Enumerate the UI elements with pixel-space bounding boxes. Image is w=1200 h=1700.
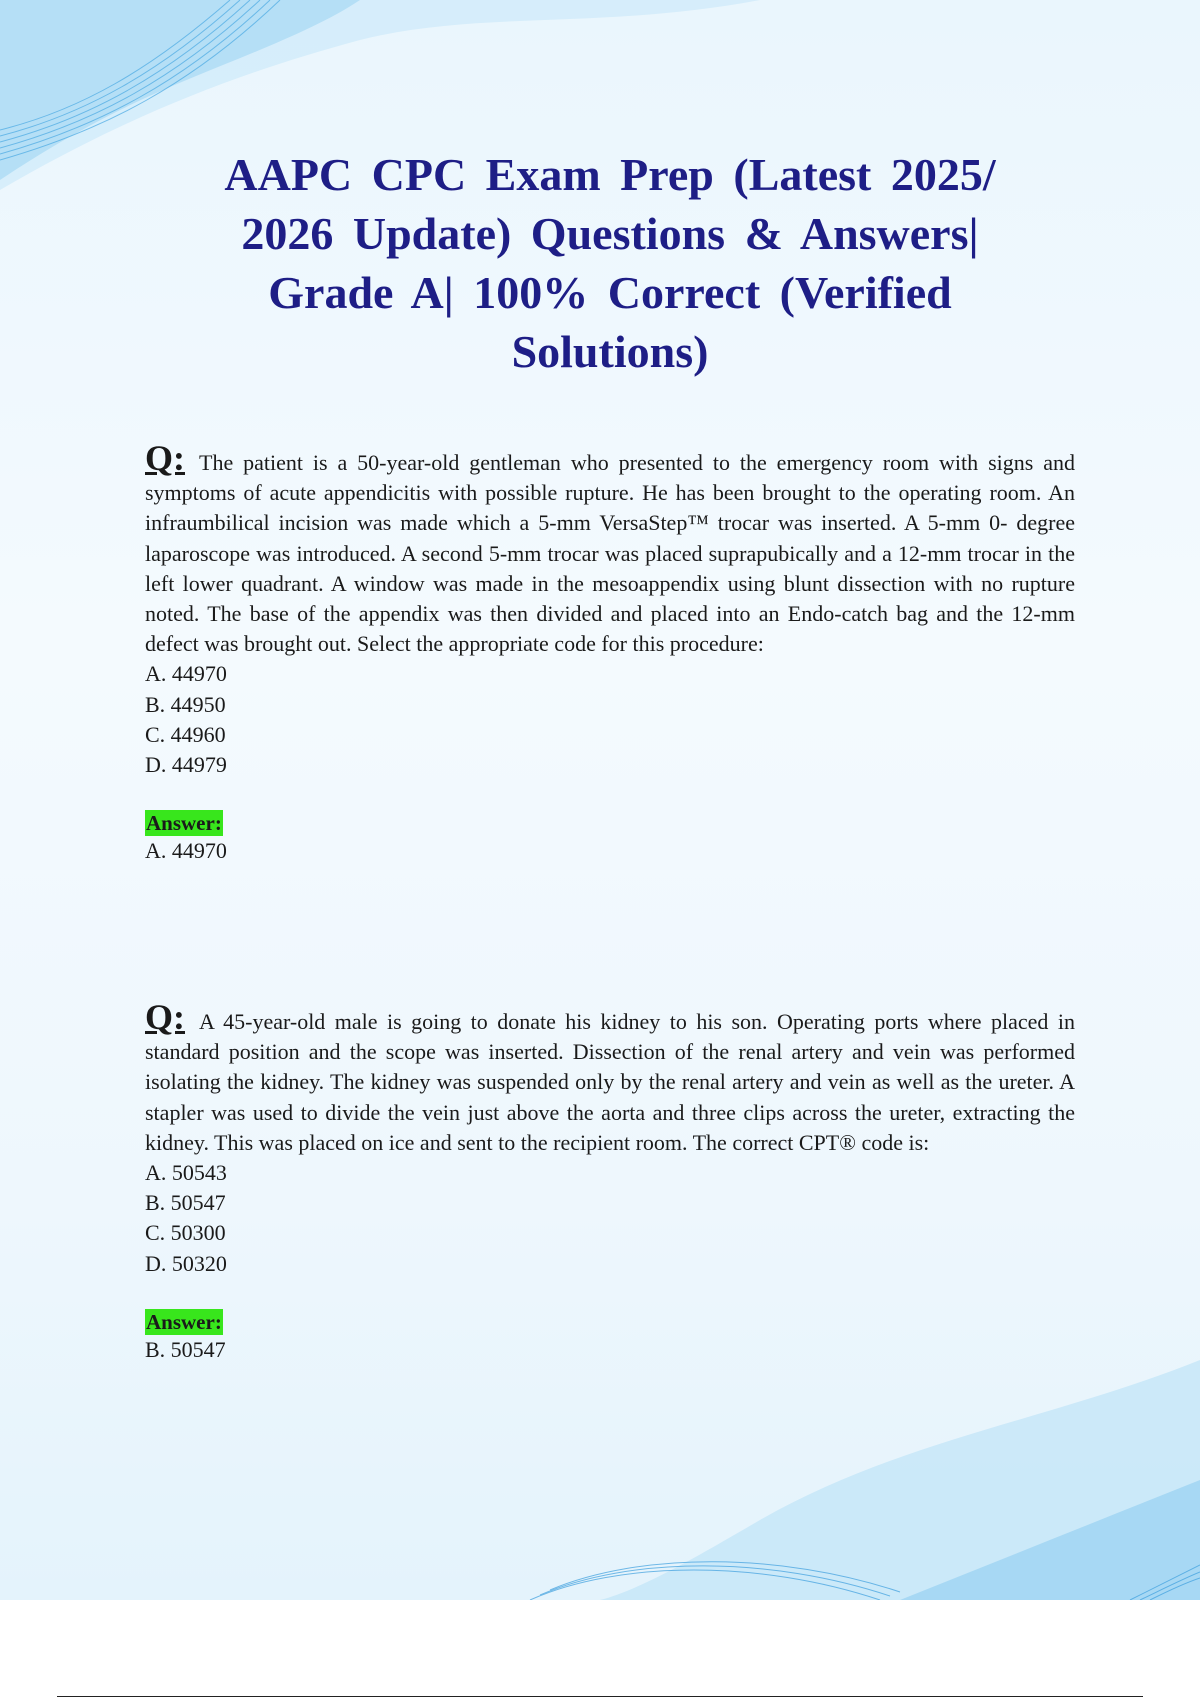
question-text: The patient is a 50-year-old gentleman who presented to the emergency room with signs and symptoms of acute appendicitis with possible rupture. He has been brought to the operating room. An infraumbilical incision was made which a 5-mm VersaStep™ trocar was inserted. A 5-mm 0- degree laparoscope was introduced. A second 5-mm trocar was placed suprapubically and a 12-mm trocar in the left lower quadrant. A window was made in the mesoappendix using blunt dissection with no rupture noted. The base of the appendix was then divided and placed into an Endo-catch bag and the 12-mm defect was brought out. Select the appropriate code for this procedure:: [145, 450, 1075, 657]
answer-value: A. 44970: [145, 838, 227, 864]
question-text: A 45-year-old male is going to donate his kidney to his son. Operating ports where placed in standard position and the scope was inserted. Dissection of the renal artery and vein was performed isolating the kidney. The kidney was suspended only by the renal artery and vein as well as the ureter. A stapler was used to divide the vein just above the aorta and three clips across the ureter, extracting the kidney. This was placed on ice and sent to the recipient room. The correct CPT® code is:: [145, 1009, 1075, 1155]
answer-label: Answer:: [146, 1309, 222, 1334]
question-block-2: [145, 997, 1075, 1365]
option-item: D. 50320: [145, 1250, 227, 1276]
question-marker: Q:: [145, 997, 185, 1037]
option-item: A. 50543: [145, 1160, 227, 1186]
question-paragraph: [145, 997, 1075, 1158]
footer-divider: [57, 1696, 1143, 1697]
option-item: B. 50547: [145, 1190, 226, 1216]
question-marker: Q:: [145, 438, 185, 478]
option-item: D. 44979: [145, 752, 227, 778]
option-item: C. 44960: [145, 721, 226, 747]
option-list: [145, 659, 1075, 780]
answer-label: Answer:: [146, 811, 222, 836]
option-list: [145, 1158, 1075, 1279]
option-item: B. 44950: [145, 691, 226, 717]
document-title: AAPC CPC Exam Prep (Latest 2025/ 2026 Update) Questions & Answers| Grade A| 100% Correct (Verified Solutions): [224, 149, 996, 377]
option-item: A. 44970: [145, 661, 227, 687]
option-item: C. 50300: [145, 1220, 226, 1246]
answer-value: B. 50547: [145, 1336, 226, 1362]
question-paragraph: [145, 438, 1075, 659]
question-block-1: [145, 438, 1075, 866]
